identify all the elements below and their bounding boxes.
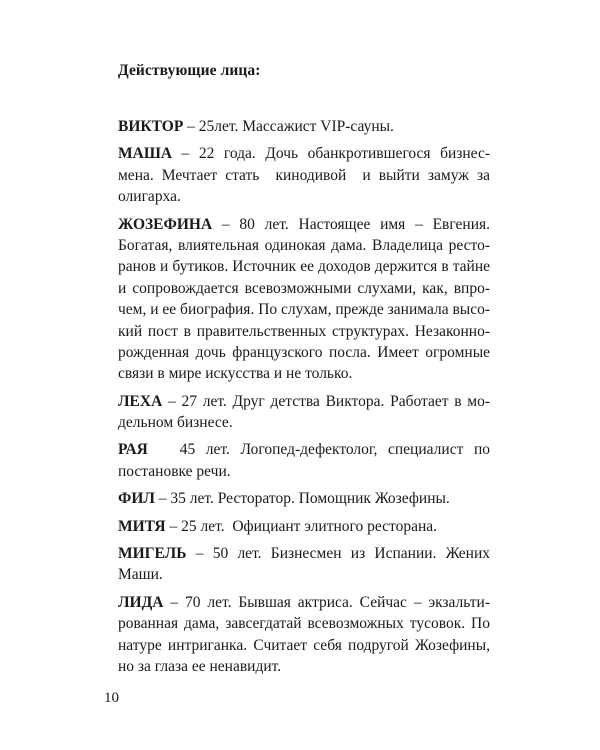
character-description: но за глаза ее ненавидит. [118, 657, 282, 675]
character-name: ЛИДА [118, 593, 164, 611]
character-description: – 25 лет. Официант элитного ресторана. [165, 517, 438, 535]
character-entry [118, 592, 490, 678]
character-entry [118, 214, 490, 385]
character-description: Маши. [118, 566, 163, 584]
character-description: олигарха. [118, 188, 181, 206]
character-entry [118, 516, 490, 537]
character-name: ЖОЗЕФИНА [118, 215, 213, 233]
character-name: МАША [118, 145, 173, 163]
text-line [118, 391, 490, 412]
text-line [118, 656, 490, 677]
text-line [118, 543, 490, 564]
text-line [118, 461, 490, 482]
character-entry [118, 143, 490, 207]
character-description: кий пост в правительственных структурах. Незаконно- [118, 322, 490, 340]
character-description: мена. Мечтает стать кинодивой и выйти замуж за [118, 166, 490, 184]
text-line [118, 564, 490, 585]
character-entry [118, 391, 490, 434]
character-description: натуре интриганка. Считает себя подругой Жозефины, [118, 636, 490, 654]
text-line [118, 488, 490, 509]
character-description: ранов и бутиков. Источник ее доходов держится в тайне [118, 258, 490, 276]
character-name: МИТЯ [118, 517, 166, 535]
character-description: – 80 лет. Настоящее имя – Евгения. [212, 215, 490, 233]
character-name: ВИКТОР [118, 118, 184, 135]
character-description: – 50 лет. Бизнесмен из Испании. Жених [186, 545, 490, 563]
text-line [118, 143, 490, 164]
text-line [118, 342, 490, 363]
character-description: – 25лет. Массажист VIP-сауны. [183, 118, 394, 135]
character-description: чем, и ее биография. По слухам, прежде занимала высо- [118, 301, 490, 319]
character-entry [118, 116, 490, 137]
text-line [118, 214, 490, 235]
character-description: 45 лет. Логопед-дефектолог, специалист по [147, 441, 490, 459]
character-description: – 35 лет. Ресторатор. Помощник Жозефины. [154, 490, 450, 508]
character-description: постановке речи. [118, 462, 231, 480]
character-entry [118, 543, 490, 586]
text-line [118, 635, 490, 656]
character-entry [118, 488, 490, 509]
character-description: – 70 лет. Бывшая актриса. Сейчас – экзальти- [163, 593, 490, 611]
character-description: – 22 года. Дочь обанкротившегося бизнес- [172, 145, 490, 163]
character-description: Богатая, влиятельная одинокая дама. Владелица ресто- [118, 236, 490, 254]
character-description: рожденная дочь французского посла. Имеет огромные [118, 343, 490, 361]
section-heading: Действующие лица: [118, 62, 261, 79]
text-line [118, 165, 490, 186]
text-line [118, 278, 490, 299]
character-entry [118, 439, 490, 482]
character-description: дельном бизнесе. [118, 414, 233, 432]
character-name: ФИЛ [118, 490, 155, 508]
text-line [118, 613, 490, 634]
text-line [118, 116, 490, 137]
text-line [118, 412, 490, 433]
text-line [118, 516, 490, 537]
character-name: МИГЕЛЬ [118, 545, 187, 563]
text-line [118, 321, 490, 342]
cast-list [118, 116, 490, 677]
character-description: связи в мире искусства и не только. [118, 365, 353, 383]
character-description: и сопровождается всевозможными слухами, как, впро- [118, 279, 490, 297]
character-description: – 27 лет. Друг детства Виктора. Работает в мо- [162, 392, 490, 410]
text-line [118, 439, 490, 460]
text-line [118, 235, 490, 256]
character-description: рованная дама, завсегдатай всевозможных тусовок. По [118, 615, 490, 633]
text-line [118, 363, 490, 384]
text-line [118, 256, 490, 277]
text-line [118, 592, 490, 613]
page-number: 10 [104, 690, 119, 706]
character-name: ЛЕХА [118, 392, 163, 410]
text-line [118, 186, 490, 207]
text-line [118, 299, 490, 320]
character-name: РАЯ [118, 441, 148, 459]
